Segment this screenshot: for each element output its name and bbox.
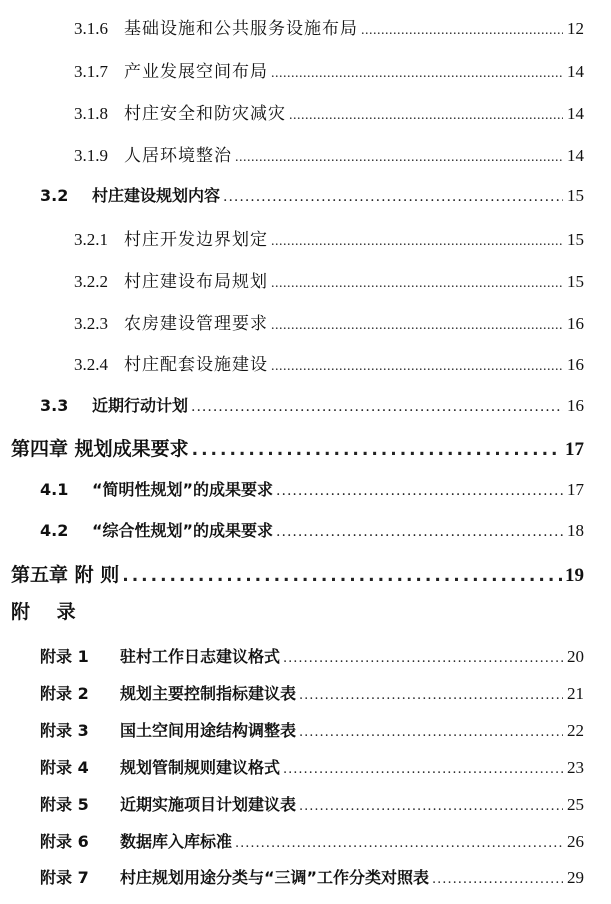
toc-entry-page: 15 xyxy=(567,230,584,249)
appendix-entry-title: 近期实施项目计划建议表 xyxy=(120,795,297,814)
appendix-entry-title: 规划管制规则建议格式 xyxy=(120,758,281,777)
toc-entry-4-2[interactable] xyxy=(40,518,584,541)
toc-leader-dots xyxy=(283,762,563,777)
toc-entry-3-2-2[interactable] xyxy=(74,267,584,292)
toc-entry-3-1-9[interactable] xyxy=(74,141,584,166)
toc-entry-page: 12 xyxy=(567,19,584,38)
toc-entry-title: 人居环境整治 xyxy=(124,146,232,165)
toc-leader-dots xyxy=(299,688,563,703)
toc-entry-3-1-8[interactable] xyxy=(74,99,584,124)
toc-leader-dots xyxy=(283,651,563,666)
appendix-entry-page: 29 xyxy=(567,868,584,887)
toc-entry-page: 18 xyxy=(567,521,584,540)
toc-leader-dots xyxy=(271,276,563,292)
toc-entry-3-2-1[interactable] xyxy=(74,225,584,250)
toc-leader-dots xyxy=(191,399,563,415)
toc-entry-title: 村庄开发边界划定 xyxy=(124,230,268,249)
toc-entry-title: 村庄配套设施建设 xyxy=(124,355,268,374)
toc-entry-title: 村庄建设规划内容 xyxy=(92,186,221,205)
toc-entry-3-1-7[interactable] xyxy=(74,57,584,82)
toc-entry-title: “综合性规划”的成果要求 xyxy=(92,521,274,540)
toc-entry-page: 14 xyxy=(567,146,584,165)
toc-entry-3-2-3[interactable] xyxy=(74,309,584,334)
appendix-entry-title: 驻村工作日志建议格式 xyxy=(120,647,281,666)
toc-entry-title: 产业发展空间布局 xyxy=(124,62,268,81)
toc-entry-page: 15 xyxy=(567,186,584,205)
appendix-entry-number: 附录 4 xyxy=(40,758,89,777)
toc-leader-dots xyxy=(432,872,563,887)
toc-entry-number: 3.1.7 xyxy=(74,62,108,81)
appendix-entry-7[interactable] xyxy=(40,865,584,888)
toc-entry-3-1-6[interactable] xyxy=(74,14,584,39)
toc-leader-dots xyxy=(271,66,563,82)
appendix-entry-2[interactable] xyxy=(40,681,584,704)
appendix-entry-page: 22 xyxy=(567,721,584,740)
toc-entry-number: 3.2 xyxy=(40,186,69,205)
toc-entry-title: “简明性规划”的成果要求 xyxy=(92,480,274,499)
toc-leader-dots xyxy=(271,359,563,375)
toc-entry-page: 17 xyxy=(567,480,584,499)
appendix-entry-page: 26 xyxy=(567,832,584,851)
appendix-heading: 附 录 xyxy=(11,601,86,623)
appendix-entry-number: 附录 6 xyxy=(40,832,89,851)
toc-leader-dots xyxy=(276,524,563,540)
appendix-entry-5[interactable] xyxy=(40,792,584,815)
toc-entry-page: 19 xyxy=(565,565,584,586)
toc-entry-page: 17 xyxy=(565,439,584,460)
toc-entry-3-3[interactable] xyxy=(40,393,584,416)
toc-entry-3-2-4[interactable] xyxy=(74,350,584,375)
appendix-entry-title: 村庄规划用途分类与“三调”工作分类对照表 xyxy=(120,868,430,887)
appendix-entry-6[interactable] xyxy=(40,829,584,852)
toc-entry-number: 3.1.9 xyxy=(74,146,108,165)
toc-entry-page: 16 xyxy=(567,396,584,415)
toc-leader-dots xyxy=(122,566,562,586)
appendix-entry-number: 附录 7 xyxy=(40,868,89,887)
appendix-entry-title: 国土空间用途结构调整表 xyxy=(120,721,297,740)
toc-leader-dots xyxy=(361,23,563,39)
appendix-entry-number: 附录 2 xyxy=(40,684,89,703)
toc-chapter-title: 第四章 规划成果要求 xyxy=(11,438,189,460)
appendix-entry-number: 附录 1 xyxy=(40,647,89,666)
toc-entry-title: 基础设施和公共服务设施布局 xyxy=(124,19,358,38)
appendix-entry-page: 20 xyxy=(567,647,584,666)
appendix-entry-page: 23 xyxy=(567,758,584,777)
toc-leader-dots xyxy=(289,108,563,124)
appendix-entry-number: 附录 3 xyxy=(40,721,89,740)
toc-entry-number: 4.2 xyxy=(40,521,69,540)
toc-entry-number: 3.3 xyxy=(40,396,69,415)
toc-leader-dots xyxy=(223,189,563,205)
toc-leader-dots xyxy=(276,483,563,499)
toc-chapter-title: 第五章 附 则 xyxy=(11,564,120,586)
appendix-entry-number: 附录 5 xyxy=(40,795,89,814)
toc-entry-4-1[interactable] xyxy=(40,477,584,500)
toc-entry-number: 4.1 xyxy=(40,480,69,499)
toc-leader-dots xyxy=(235,836,563,851)
toc-entry-3-2[interactable] xyxy=(40,183,584,206)
toc-entry-page: 14 xyxy=(567,62,584,81)
toc-entry-number: 3.2.3 xyxy=(74,314,108,333)
toc-entry-page: 16 xyxy=(567,355,584,374)
toc-entry-number: 3.2.2 xyxy=(74,272,108,291)
toc-chapter-5[interactable] xyxy=(11,560,584,587)
toc-entry-number: 3.2.4 xyxy=(74,355,108,374)
toc-entry-title: 村庄安全和防灾减灾 xyxy=(124,104,286,123)
toc-leader-dots xyxy=(271,234,563,250)
toc-chapter-4[interactable] xyxy=(11,434,584,461)
toc-entry-title: 农房建设管理要求 xyxy=(124,314,268,333)
appendix-entry-3[interactable] xyxy=(40,718,584,741)
appendix-entry-page: 21 xyxy=(567,684,584,703)
toc-entry-page: 16 xyxy=(567,314,584,333)
appendix-entry-title: 规划主要控制指标建议表 xyxy=(120,684,297,703)
appendix-entry-4[interactable] xyxy=(40,755,584,778)
toc-leader-dots xyxy=(299,725,563,740)
appendix-entry-page: 25 xyxy=(567,795,584,814)
toc-entry-title: 近期行动计划 xyxy=(92,396,189,415)
toc-entry-page: 15 xyxy=(567,272,584,291)
appendix-entry-title: 数据库入库标准 xyxy=(120,832,233,851)
toc-entry-number: 3.1.6 xyxy=(74,19,108,38)
toc-entry-page: 14 xyxy=(567,104,584,123)
toc-leader-dots xyxy=(299,799,563,814)
toc-entry-title: 村庄建设布局规划 xyxy=(124,272,268,291)
toc-entry-number: 3.2.1 xyxy=(74,230,108,249)
toc-leader-dots xyxy=(192,440,562,460)
toc-entry-number: 3.1.8 xyxy=(74,104,108,123)
toc-leader-dots xyxy=(235,150,563,166)
toc-leader-dots xyxy=(271,318,563,334)
appendix-entry-1[interactable] xyxy=(40,644,584,667)
